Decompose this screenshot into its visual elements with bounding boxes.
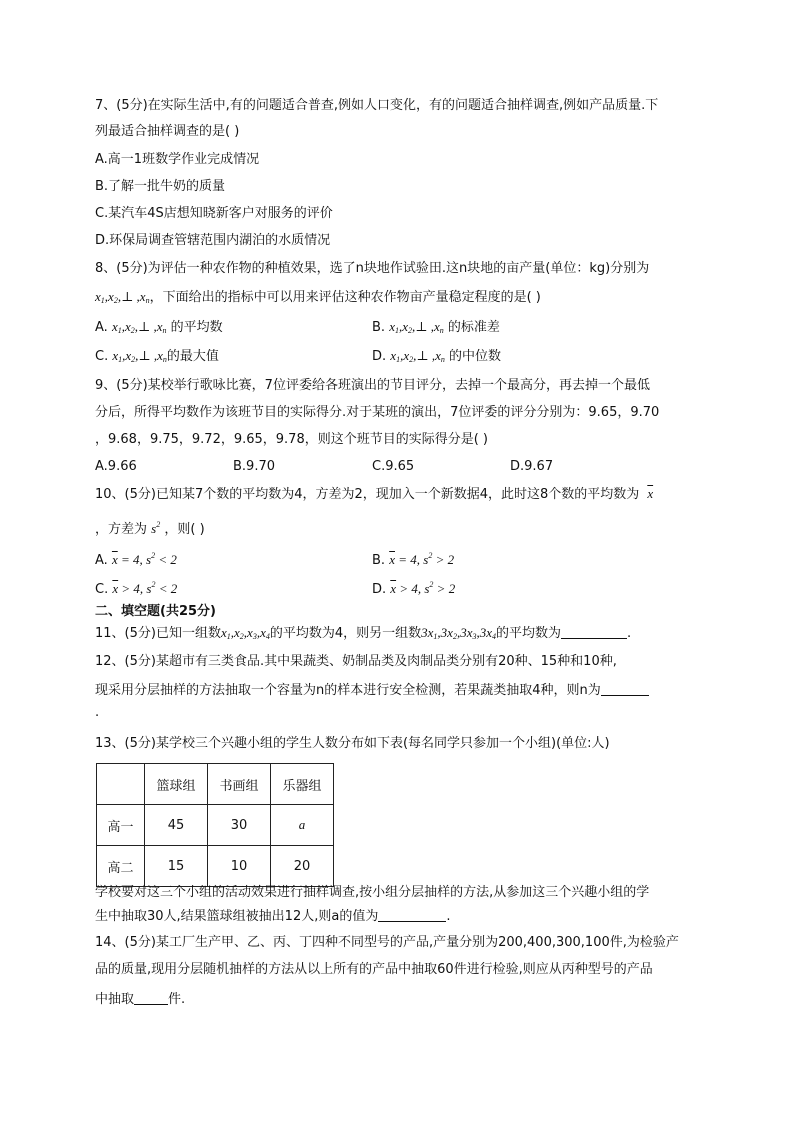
- q8-option-c: C. $x_1,x_2,\perp$ $,x_n$的最大值: [95, 348, 219, 364]
- section-heading: 二、填空题(共25分): [95, 604, 216, 619]
- q14-stem-line1: 14、(5分)某工厂生产甲、乙、丙、丁四种不同型号的产品,产量分别为200,400,300,100件,为检验产: [95, 935, 679, 950]
- table-header-cell: 书画组: [208, 764, 271, 805]
- q7-option-d: D.环保局调查管辖范围内湖泊的水质情况: [95, 233, 331, 248]
- table-cell: 15: [145, 846, 208, 887]
- q8-option-a: A. $x_1,x_2,\perp$ $,x_n$ 的平均数: [95, 319, 223, 335]
- q14-stem-line2: 品的质量,现用分层随机抽样的方法从以上所有的产品中抽取60件进行检验,则应从丙种型号的产品: [95, 962, 653, 977]
- q9-stem-line2: 分后，所得平均数作为该班节目的实际得分.对于某班的演出，7位评委的评分分别为：9.65，9.70: [95, 405, 660, 420]
- table-cell: a: [271, 805, 334, 846]
- q9-option-d: D.9.67: [510, 459, 554, 474]
- q10-option-d: D. $\overline{x} > 4$, $s^2 > 2$: [372, 580, 456, 597]
- table-cell: 45: [145, 805, 208, 846]
- q14-answer-blank[interactable]: [134, 990, 168, 1005]
- q8-stem-line1: 8、(5分)为评估一种农作物的种植效果，选了n块地作试验田.这n块地的亩产量(单位：kg)分别为: [95, 261, 650, 276]
- table-header-cell: 篮球组: [145, 764, 208, 805]
- table-header-row: [97, 764, 334, 805]
- table-cell: 10: [208, 846, 271, 887]
- table-header-cell: [97, 764, 145, 805]
- q12-stem-line3: .: [95, 705, 100, 720]
- q8-option-b: B. $x_1,x_2,\perp$ $,x_n$ 的标准差: [372, 319, 500, 335]
- q12-stem-line2: 现采用分层抽样的方法抽取一个容量为n的样本进行安全检测，若果蔬类抽取4种，则n为: [95, 681, 649, 700]
- table-cell: 高二: [97, 846, 145, 887]
- q10-stem-line2: ，方差为 $s^2$ ，则( ): [95, 520, 205, 537]
- q7-option-b: B.了解一批牛奶的质量: [95, 179, 226, 194]
- q8-option-d: D. $x_1,x_2,\perp$ $,x_n$ 的中位数: [372, 348, 502, 364]
- table-row: [97, 805, 334, 846]
- q9-option-b: B.9.70: [233, 459, 275, 474]
- q9-stem-line3: ，9.68，9.75，9.72，9.65，9.78，则这个班节目的实际得分是( ): [95, 432, 489, 447]
- table-row: [97, 846, 334, 887]
- q13-table: [96, 763, 334, 887]
- q14-stem-line3: 中抽取 件.: [95, 992, 186, 1007]
- q8-math-seq: $x_1,x_2,\perp$ $,x_n$: [95, 289, 150, 305]
- q9-stem-line1: 9、(5分)某校举行歌咏比赛，7位评委给各班演出的节目评分，去掉一个最高分，再去掉一个最低: [95, 378, 650, 393]
- q13-stem-line1: 13、(5分)某学校三个兴趣小组的学生人数分布如下表(每名同学只参加一个小组)(单位:人): [95, 736, 610, 751]
- table-cell: 高一: [97, 805, 145, 846]
- q13-stem-line3: 生中抽取30人,结果篮球组被抽出12人,则a的值为 .: [95, 909, 451, 924]
- table-cell: 20: [271, 846, 334, 887]
- q9-option-c: C.9.65: [372, 459, 415, 474]
- q10-option-c: C. $\overline{x} > 4$, $s^2 < 2$: [95, 580, 178, 597]
- q10-stem-line1: 10、(5分)已知某7个数的平均数为4，方差为2，现加入一个新数据4，此时这8个数的平均数为 $\overline{x}$: [95, 486, 654, 502]
- q11-answer-blank[interactable]: [561, 624, 627, 639]
- q7-stem-line2: 列最适合抽样调查的是( ): [95, 124, 240, 139]
- q7-option-c: C.某汽车4S店想知晓新客户对服务的评价: [95, 206, 333, 221]
- q9-option-a: A.9.66: [95, 459, 137, 474]
- q7-option-a: A.高一1班数学作业完成情况: [95, 152, 260, 167]
- q8-stem-line2: $x_1,x_2,\perp$ $,x_n$，下面给出的指标中可以用来评估这种农作物亩产量稳定程度的是( ): [95, 289, 541, 305]
- table-cell: 30: [208, 805, 271, 846]
- q7-stem-line1: 7、(5分)在实际生活中,有的问题适合普查,例如人口变化，有的问题适合抽样调查,例如产品质量.下: [95, 98, 659, 113]
- q11-stem: 11、(5分)已知一组数$x_1,x_2,x_3,x_4$的平均数为4，则另一组数$3x_1,3x_2,3x_3,3x_4$的平均数为 .: [95, 625, 632, 641]
- q12-stem-line1: 12、(5分)某超市有三类食品.其中果蔬类、奶制品类及肉制品类分别有20种、15种和10种,: [95, 654, 617, 669]
- table-header-cell: 乐器组: [271, 764, 334, 805]
- q12-answer-blank[interactable]: [601, 681, 649, 696]
- q13-stem-line2: 学校要对这三个小组的活动效果进行抽样调查,按小组分层抽样的方法,从参加这三个兴趣小组的学: [95, 885, 650, 900]
- q13-answer-blank[interactable]: [378, 907, 446, 922]
- q10-option-a: A. $\overline{x} = 4$, $s^2 < 2$: [95, 551, 177, 568]
- q10-option-b: B. $\overline{x} = 4$, $s^2 > 2$: [372, 551, 455, 568]
